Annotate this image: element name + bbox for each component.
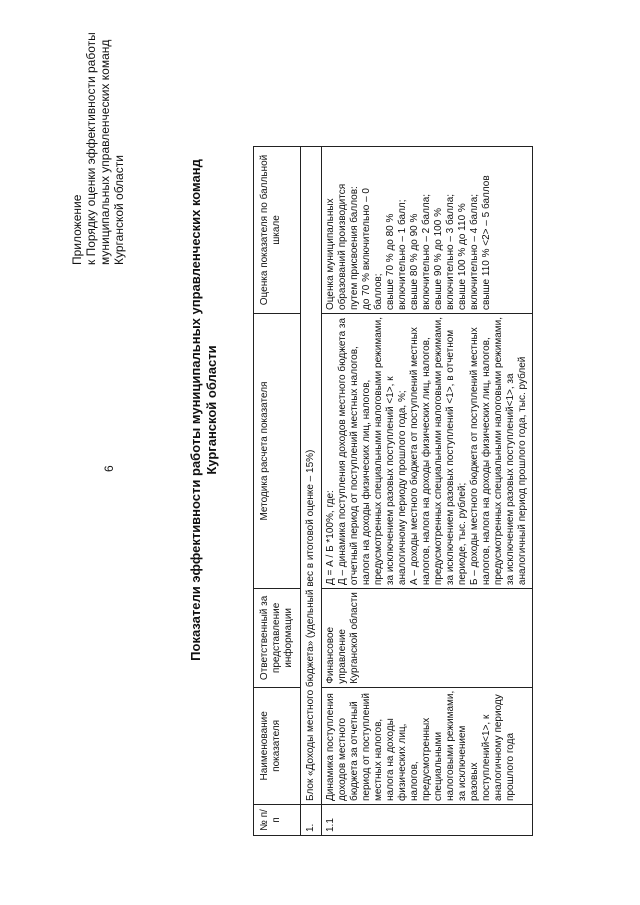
cell-line: доходов местного (337, 717, 348, 801)
table-row (322, 146, 533, 835)
cell-line: образований производится (337, 183, 348, 310)
title-line: Курганской области (204, 345, 219, 475)
indicators-table (253, 146, 533, 836)
appendix-line: Курганской области (112, 155, 126, 265)
cell-line: аналогичному периоду прошлого года, %; (397, 390, 408, 586)
cell-line: поступлений<1>, к (481, 714, 492, 801)
cell-line: Оценка муниципальных (325, 198, 336, 310)
cell-line: Финансовое (325, 626, 336, 684)
cell-line: свыше 80 % до 90 % (409, 213, 420, 310)
indicator-name (322, 687, 533, 804)
cell-line: за исключением разовых поступлений<1>, за (505, 373, 516, 586)
cell-line: А – доходы местного бюджета от поступлений местных (409, 327, 420, 586)
page-number: 6 (102, 465, 116, 472)
cell-line: отчетный период от поступлений местных налогов, (349, 346, 360, 586)
calculation-method (322, 313, 533, 588)
block-number: 1. (301, 805, 322, 836)
cell-line: до 70 % включительно – 0 (361, 188, 372, 310)
cell-line: включительно – 3 балла; (445, 193, 456, 310)
cell-line: предусмотренных специальными налоговыми режимами, (373, 316, 384, 586)
score-scale (322, 146, 533, 313)
cell-line: Д – динамика поступления доходов местного бюджета за (337, 317, 348, 586)
appendix-line: Приложение (70, 194, 84, 265)
cell-line: свыше 70 % до 80 % (385, 213, 396, 310)
cell-line: предусмотренных специальными налоговыми режимами, (493, 316, 504, 586)
cell-line: предусмотренных (421, 717, 432, 801)
cell-line: разовых (469, 762, 480, 801)
cell-line: специальными (433, 731, 444, 801)
cell-line: включительно – 1 балл; (397, 199, 408, 310)
cell-line: свыше 110 % <2> – 5 баллов (481, 175, 492, 310)
table-header-row (254, 146, 301, 835)
cell-line: налоговыми режимами, (445, 690, 456, 801)
cell-line: прошлого года (505, 732, 516, 801)
cell-line: Курганской области (349, 592, 360, 684)
cell-line: баллов; (373, 273, 384, 310)
cell-line: периоде, тыс. рублей; (457, 482, 468, 586)
block-row (301, 146, 322, 835)
block-title: Блок «Доходы местного бюджета» (удельный вес в итоговой оценке – 15%) (301, 146, 322, 804)
cell-line: период от поступлений (361, 693, 372, 801)
cell-line: путем присвоения баллов: (349, 186, 360, 310)
cell-line: управление (337, 629, 348, 684)
document-title (188, 40, 220, 780)
cell-line: Д = А / Б *100%, где: (325, 490, 336, 586)
responsible-party (322, 589, 533, 688)
header-responsible: Ответственный за представление информации (254, 589, 301, 688)
cell-line: за исключением разовых поступлений <1>, к (385, 376, 396, 586)
appendix-line: к Порядку оценки эффективности работы (84, 32, 98, 265)
cell-line: налогов, налога на доходы физических лиц, налогов, (421, 337, 432, 586)
appendix-line: муниципальных управленческих команд (98, 39, 112, 265)
header-number: № п/п (254, 805, 301, 836)
cell-line: налогов, (409, 761, 420, 801)
cell-line: налога на доходы (385, 718, 396, 801)
cell-line: налога на доходы физических лиц, налогов, (361, 379, 372, 586)
cell-line: свыше 100 % до 110 % (457, 203, 468, 310)
header-score: Оценка показателя по балльной шкале (254, 146, 301, 313)
header-name: Наименование показателя (254, 687, 301, 804)
title-line: Показатели эффективности работы муниципальных управленческих команд (188, 159, 203, 661)
cell-line: за исключением разовых поступлений <1>, в отчетном (445, 329, 456, 586)
cell-line: аналогичному периоду (493, 694, 504, 801)
cell-line: бюджета за отчетный (349, 701, 360, 801)
cell-line: свыше 90 % до 100 % (433, 208, 444, 310)
cell-line: физических лиц, (397, 723, 408, 801)
cell-line: Б – доходы местного бюджета от поступлений местных (469, 327, 480, 586)
row-number: 1.1 (322, 805, 533, 836)
cell-line: за исключением (457, 725, 468, 801)
cell-line: предусмотренных специальными налоговыми режимами, (433, 316, 444, 586)
cell-line: включительно – 4 балла; (469, 193, 480, 310)
cell-line: Динамика поступления (325, 693, 336, 801)
header-method: Методика расчета показателя (254, 313, 301, 588)
cell-line: местных налогов, (373, 718, 384, 801)
appendix-note (70, 32, 126, 265)
cell-line: включительно – 2 балла; (421, 193, 432, 310)
cell-line: налогов, налога на доходы физических лиц, налогов, (481, 337, 492, 586)
cell-line: аналогичный период прошлого года, тыс. рублей (517, 356, 528, 586)
